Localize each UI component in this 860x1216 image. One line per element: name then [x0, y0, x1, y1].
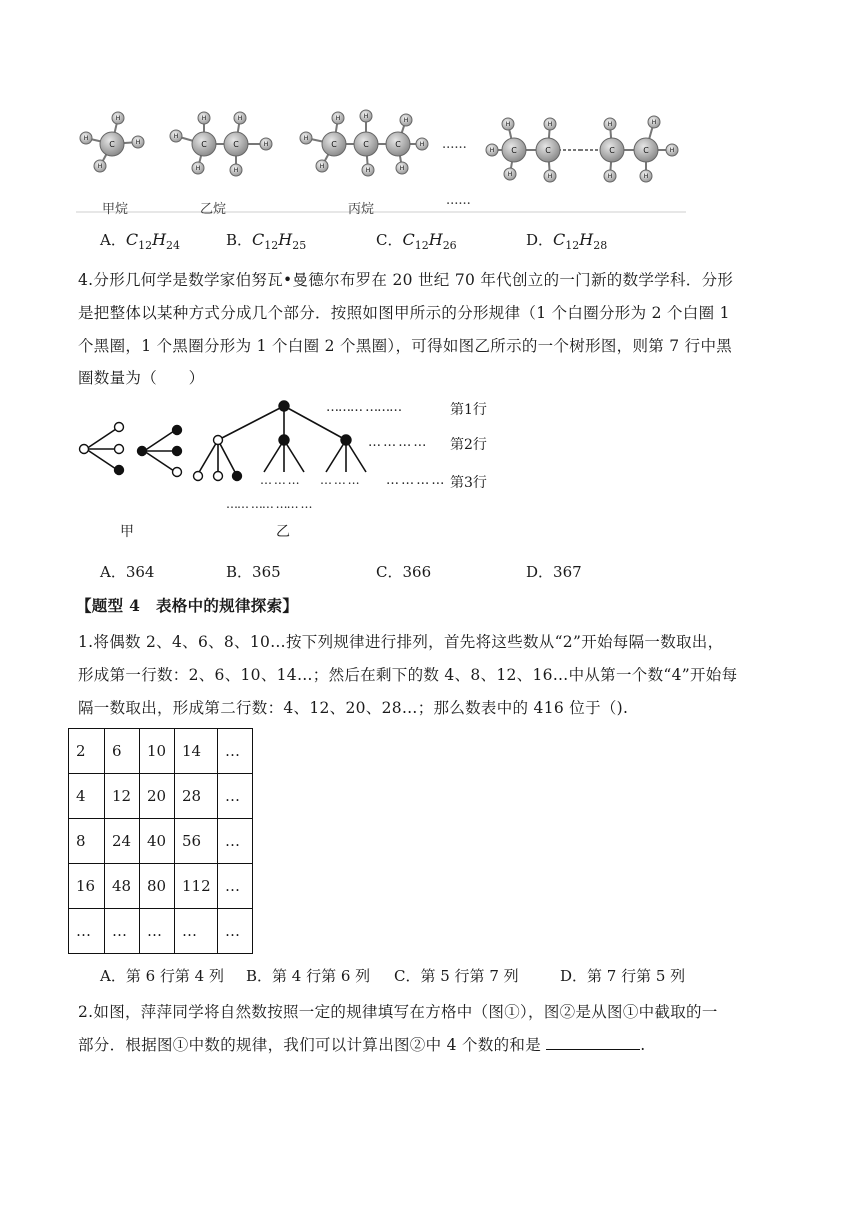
atom-h-label: H: [263, 141, 269, 148]
table-cell: 2: [69, 729, 105, 774]
q2-line-1: 2.如图，萍萍同学将自然数按照一定的规律填写在方格中（图①），图②是从图①中截取的一: [78, 1003, 718, 1021]
q1-line-1: 1.将偶数 2、4、6、8、10…按下列规律进行排列，首先将这些数从“2”开始每隔一数取出，: [78, 633, 724, 651]
fig-label-yi: 乙: [276, 524, 290, 540]
q1-option-c: C．第 5 行第 7 列: [394, 967, 519, 985]
atom-h-label: H: [303, 135, 309, 142]
atom-h-label: H: [403, 117, 409, 124]
atom-h-label: H: [547, 173, 553, 180]
q4-option-b: B．365: [226, 563, 281, 581]
atom-h-label: H: [651, 119, 657, 126]
atom-h-label: H: [97, 163, 103, 170]
atom-c-label: C: [363, 140, 369, 149]
table-row: [69, 819, 253, 864]
table-row: [69, 729, 253, 774]
atom-h-label: H: [237, 115, 243, 122]
q4-option-d: D．367: [526, 563, 582, 581]
atom-c-label: C: [609, 146, 615, 155]
q3-option-a: A．$C_{12}H_{24}$: [100, 230, 181, 252]
fractal-dots: … … … …: [386, 473, 444, 488]
q4-option-c: C．366: [376, 563, 432, 581]
table-cell: 20: [140, 774, 175, 819]
fractal-dots: … … …: [260, 473, 299, 487]
table-cell: 24: [105, 819, 140, 864]
table-cell: …: [175, 909, 218, 954]
table-cell: 12: [105, 774, 140, 819]
atom-c-label: C: [233, 140, 239, 149]
q4-line-3: 个黑圈，1 个黑圈分形为 1 个白圈 2 个黑圈），可得如图乙所示的一个树形图，则第 7 行中黑: [78, 337, 733, 355]
atom-h-label: H: [195, 165, 201, 172]
row-label-2: 第2行: [450, 437, 487, 453]
q2-line-2-text: 部分．根据图①中数的规律，我们可以计算出图②中 4 个数的和是: [78, 1036, 542, 1054]
atom-c-label: C: [643, 146, 649, 155]
q1-option-a: A．第 6 行第 4 列: [100, 967, 224, 985]
answer-blank[interactable]: [546, 1035, 640, 1050]
q4-option-a: A．364: [100, 563, 155, 581]
atom-h-label: H: [319, 163, 325, 170]
fractal-dots: …… …… …… …: [226, 497, 312, 511]
table-cell: 4: [69, 774, 105, 819]
atom-h-label: H: [399, 165, 405, 172]
row-label-3: 第3行: [450, 475, 487, 491]
table-cell: …: [218, 864, 253, 909]
atom-h-label: H: [607, 121, 613, 128]
fractal-dots: ……… ………: [326, 400, 402, 415]
atom-c-label: C: [545, 146, 551, 155]
atom-c-label: C: [201, 140, 207, 149]
atom-h-label: H: [363, 113, 369, 120]
fractal-dots: … … …: [320, 473, 359, 487]
atom-h-label: H: [505, 121, 511, 128]
table-cell: 48: [105, 864, 140, 909]
table-cell: 16: [69, 864, 105, 909]
dots-top: ......: [442, 137, 467, 152]
ethane-label: 乙烷: [200, 202, 227, 217]
q2-end: .: [640, 1036, 646, 1054]
row-label-1: 第1行: [450, 402, 487, 418]
atom-c-label: C: [511, 146, 517, 155]
table-cell: …: [69, 909, 105, 954]
atom-h-label: H: [607, 173, 613, 180]
q1-line-3: 隔一数取出，形成第二行数：4、12、20、28…；那么数表中的 416 位于（).: [78, 699, 629, 717]
table-cell: 10: [140, 729, 175, 774]
section-heading: 【题型 4 表格中的规律探索】: [76, 596, 299, 615]
atom-c-label: C: [109, 140, 115, 149]
atom-h-label: H: [365, 167, 371, 174]
atom-h-label: H: [489, 147, 495, 154]
atom-h-label: H: [83, 135, 89, 142]
q4-line-1: 4.分形几何学是数学家伯努瓦•曼德尔布罗在 20 世纪 70 年代创立的一门新的数学学科．分形: [78, 271, 734, 289]
atom-h-label: H: [135, 139, 141, 146]
atom-h-label: H: [419, 141, 425, 148]
q4-line-4: 圈数量为（ ）: [78, 369, 205, 387]
atom-h-label: H: [507, 171, 513, 178]
table-cell: …: [218, 909, 253, 954]
table-cell: …: [140, 909, 175, 954]
table-cell: 14: [175, 729, 218, 774]
number-table: [68, 728, 253, 954]
table-cell: 28: [175, 774, 218, 819]
alkane-molecule-figure: [76, 104, 686, 216]
atom-h-label: H: [335, 115, 341, 122]
q4-line-2: 是把整体以某种方式分成几个部分．按照如图甲所示的分形规律（1 个白圈分形为 2 个白圈 1: [78, 304, 730, 322]
propane-label: 丙烷: [348, 202, 375, 217]
table-cell: 6: [105, 729, 140, 774]
table-cell: …: [105, 909, 140, 954]
q3-option-d: D．$C_{12}H_{28}$: [526, 230, 608, 252]
ellipsis-label: ......: [446, 193, 471, 208]
table-cell: 56: [175, 819, 218, 864]
atom-h-label: H: [669, 147, 675, 154]
q3-option-c: C．$C_{12}H_{26}$: [376, 230, 457, 252]
atom-h-label: H: [547, 121, 553, 128]
atom-c-label: C: [395, 140, 401, 149]
table-row: [69, 774, 253, 819]
table-row: [69, 909, 253, 954]
q1-line-2: 形成第一行数：2、6、10、14…；然后在剩下的数 4、8、12、16…中从第一个数“4”开始每: [78, 666, 738, 684]
table-row: [69, 864, 253, 909]
atom-c-label: C: [331, 140, 337, 149]
q2-line-2: [78, 1033, 646, 1055]
q1-option-b: B．第 4 行第 6 列: [246, 967, 371, 985]
atom-h-label: H: [233, 167, 239, 174]
fig-label-jia: 甲: [120, 524, 134, 540]
atom-h-label: H: [173, 133, 179, 140]
atom-h-label: H: [201, 115, 207, 122]
table-cell: …: [218, 729, 253, 774]
table-cell: 8: [69, 819, 105, 864]
fractal-dots: … … … …: [368, 435, 426, 450]
atom-h-label: H: [643, 173, 649, 180]
methane-label: 甲烷: [102, 202, 129, 217]
table-cell: 40: [140, 819, 175, 864]
q3-option-b: B．$C_{12}H_{25}$: [226, 230, 307, 252]
fractal-tree-figure: [70, 392, 500, 542]
table-cell: 112: [175, 864, 218, 909]
atom-h-label: H: [115, 115, 121, 122]
table-cell: 80: [140, 864, 175, 909]
q1-option-d: D．第 7 行第 5 列: [560, 967, 686, 985]
table-cell: …: [218, 774, 253, 819]
table-cell: …: [218, 819, 253, 864]
